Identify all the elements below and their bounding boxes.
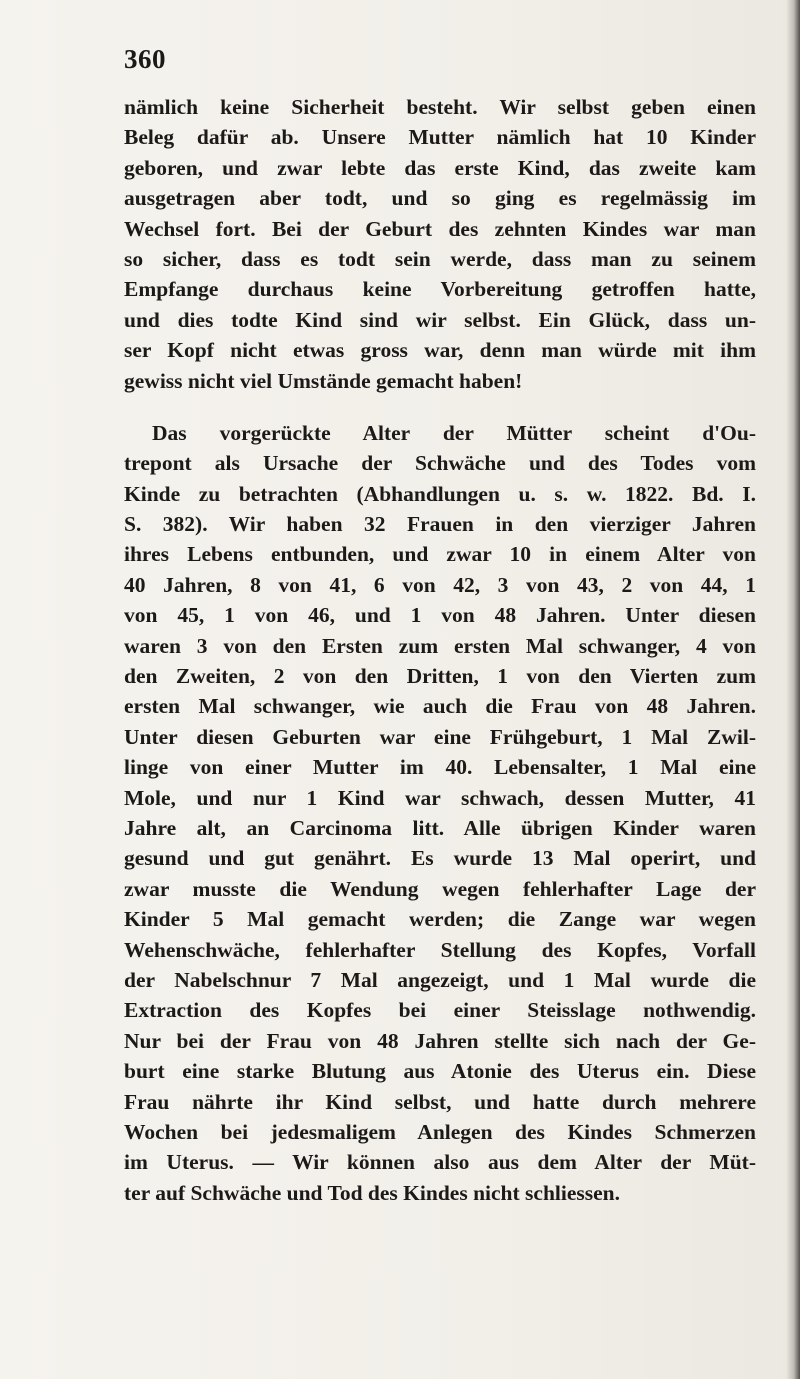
text-line: nämlich keine Sicherheit besteht. Wir selbst geben einen (124, 95, 756, 119)
text-line: Jahre alt, an Carcinoma litt. Alle übrigen Kinder waren (124, 815, 756, 840)
text-line: den Zweiten, 2 von den Dritten, 1 von den Vierten zum (124, 664, 756, 689)
page-number: 360 (124, 44, 166, 74)
text-line: Beleg dafür ab. Unsere Mutter nämlich hat 10 Kinder (124, 125, 756, 150)
text-line: linge von einer Mutter im 40. Lebensalter, 1 Mal eine (124, 755, 756, 780)
text-line: waren 3 von den Ersten zum ersten Mal schwanger, 4 von (124, 633, 756, 658)
text-line: burt eine starke Blutung aus Atonie des Uterus ein. Diese (124, 1059, 756, 1084)
text-line: ihres Lebens entbunden, und zwar 10 in einem Alter von (124, 542, 756, 567)
text-line: trepont als Ursache der Schwäche und des Todes vom (124, 451, 756, 476)
text-line: Empfange durchaus keine Vorbereitung getroffen hatte, (124, 277, 756, 302)
body-text (124, 92, 756, 1208)
text-line: Wochen bei jedesmaligem Anlegen des Kindes Schmerzen (124, 1119, 756, 1144)
text-line: ausgetragen aber todt, und so ging es regelmässig im (124, 186, 756, 211)
text-line: Nur bei der Frau von 48 Jahren stellte sich nach der Ge- (124, 1028, 756, 1053)
text-line: Wehenschwäche, fehlerhafter Stellung des Kopfes, Vorfall (124, 937, 756, 962)
text-line: ter auf Schwäche und Tod des Kindes nicht schliessen. (124, 1180, 621, 1205)
text-line: S. 382). Wir haben 32 Frauen in den vierziger Jahren (124, 512, 756, 537)
text-line: so sicher, dass es todt sein werde, dass man zu seinem (124, 246, 756, 271)
text-line: ersten Mal schwanger, wie auch die Frau von 48 Jahren. (124, 694, 756, 719)
text-line: geboren, und zwar lebte das erste Kind, das zweite kam (124, 155, 756, 180)
text-line: Wechsel fort. Bei der Geburt des zehnten Kindes war man (124, 216, 756, 241)
text-line: der Nabelschnur 7 Mal angezeigt, und 1 Mal wurde die (124, 967, 756, 992)
text-line: und dies todte Kind sind wir selbst. Ein Glück, dass un- (124, 307, 756, 332)
text-line: Unter diesen Geburten war eine Frühgeburt, 1 Mal Zwil- (124, 724, 756, 749)
text-line: von 45, 1 von 46, und 1 von 48 Jahren. Unter diesen (124, 603, 756, 628)
page-edge-shadow (786, 0, 800, 1379)
text-line: 40 Jahren, 8 von 41, 6 von 42, 3 von 43, 2 von 44, 1 (124, 572, 756, 597)
text-line: ser Kopf nicht etwas gross war, denn man würde mit ihm (124, 338, 756, 363)
text-line: Kinder 5 Mal gemacht werden; die Zange war wegen (124, 907, 756, 932)
text-line: gesund und gut genährt. Es wurde 13 Mal operirt, und (124, 846, 756, 871)
text-line: Das vorgerückte Alter der Mütter scheint d'Ou- (152, 420, 756, 445)
text-line: Frau nährte ihr Kind selbst, und hatte durch mehrere (124, 1089, 756, 1114)
paragraph-gap (124, 396, 756, 418)
text-line: Mole, und nur 1 Kind war schwach, dessen Mutter, 41 (124, 785, 756, 810)
text-line: Extraction des Kopfes bei einer Steisslage nothwendig. (124, 998, 756, 1023)
text-line: im Uterus. — Wir können also aus dem Alter der Müt- (124, 1150, 756, 1175)
text-line: zwar musste die Wendung wegen fehlerhafter Lage der (124, 876, 756, 901)
text-line: Kinde zu betrachten (Abhandlungen u. s. w. 1822. Bd. I. (124, 481, 756, 506)
text-line: gewiss nicht viel Umstände gemacht haben! (124, 368, 523, 393)
